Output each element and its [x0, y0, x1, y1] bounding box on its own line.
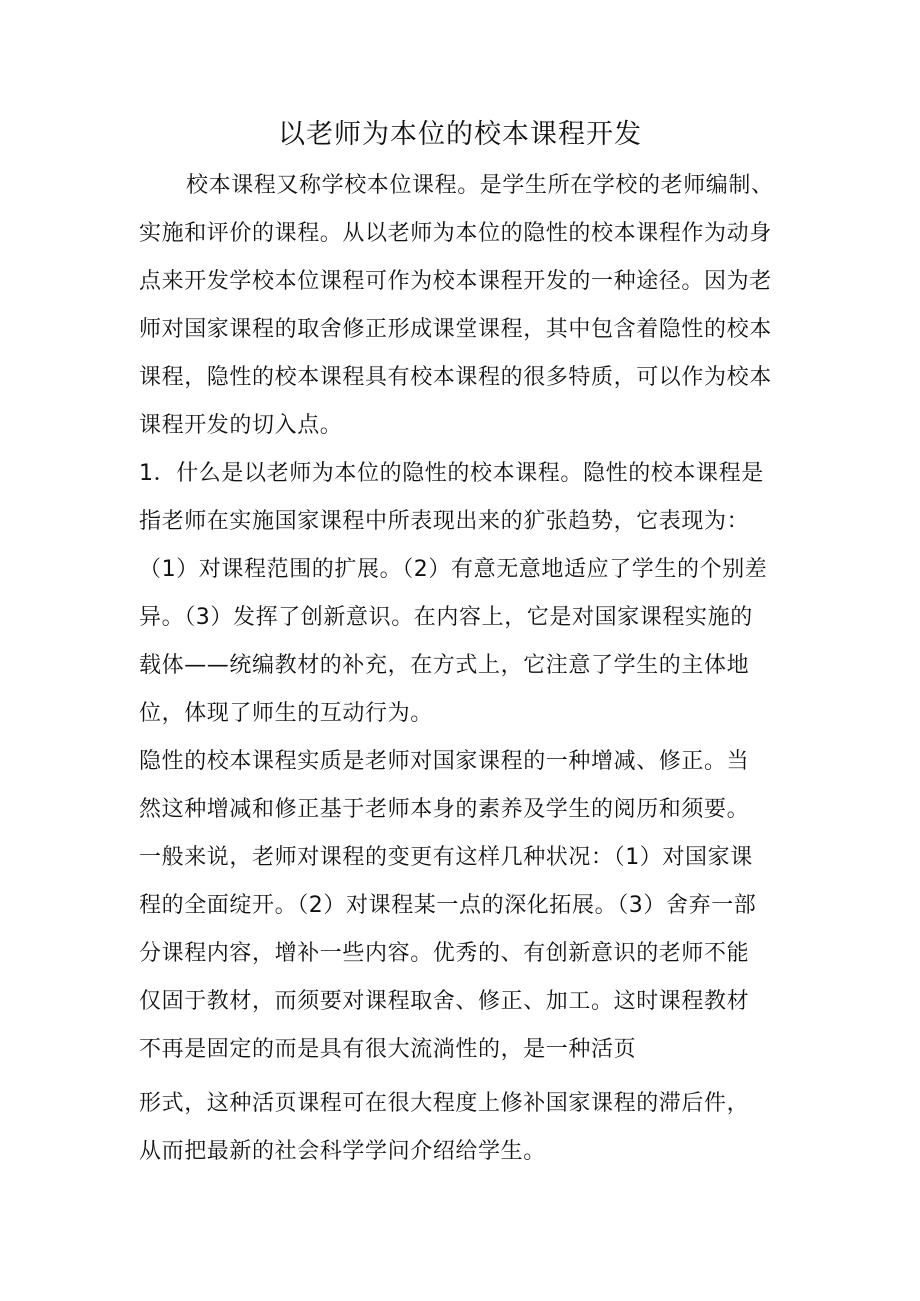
paragraph-line: 一般来说，老师对课程的变更有这样几种状况：（1）对国家课 [139, 845, 753, 870]
paragraph-line: 载体——统编教材的补充，在方式上，它注意了学生的主体地 [139, 653, 750, 678]
paragraph-line: 隐性的校本课程实质是老师对国家课程的一种增减、修正。当 [139, 749, 750, 774]
paragraph-line: 实施和评价的课程。从以老师为本位的隐性的校本课程作为动身 [139, 221, 772, 246]
paragraph-line: 位，体现了师生的互动行为。 [139, 701, 433, 726]
paragraph-line: 指老师在实施国家课程中所表现出来的犷张趋势，它表现为： [139, 509, 750, 534]
paragraph-line: 异。（3）发挥了创新意识。在内容上，它是对国家课程实施的 [139, 605, 753, 630]
paragraph-line: 仅固于教材，而须要对课程取舍、修正、加工。这时课程教材 [139, 989, 750, 1014]
paragraph-line: 然这种增减和修正基于老师本身的素养及学生的阅历和须要。 [139, 797, 750, 822]
paragraph-line: 程的全面绽开。（2）对课程某一点的深化拓展。（3）舍弃一部 [139, 893, 757, 918]
document-title: 以老师为本位的校本课程开发 [278, 119, 642, 150]
paragraph-line: 课程开发的切入点。 [139, 413, 343, 438]
paragraph-line: 分课程内容，增补一些内容。优秀的、有创新意识的老师不能 [139, 941, 750, 966]
paragraph-line: 1．什么是以老师为本位的隐性的校本课程。隐性的校本课程是 [139, 461, 764, 486]
paragraph-line: 形式，这种活页课程可在很大程度上修补国家课程的滞后件， [139, 1091, 750, 1116]
paragraph-line: （1）对课程范围的扩展。（2）有意无意地适应了学生的个别差 [139, 557, 768, 582]
paragraph-line: 点来开发学校本位课程可作为校本课程开发的一种途径。因为老 [139, 269, 772, 294]
paragraph-line: 校本课程又称学校本位课程。是学生所在学校的老师编制、 [186, 173, 774, 198]
paragraph-line: 从而把最新的社会科学学问介绍给学生。 [139, 1139, 546, 1164]
paragraph-line: 不再是固定的而是具有很大流淌性的，是一种活页 [139, 1037, 637, 1062]
paragraph-line: 师对国家课程的取舍修正形成课堂课程，其中包含着隐性的校本 [139, 317, 772, 342]
paragraph-line: 课程，隐性的校本课程具有校本课程的很多特质，可以作为校本 [139, 365, 772, 390]
